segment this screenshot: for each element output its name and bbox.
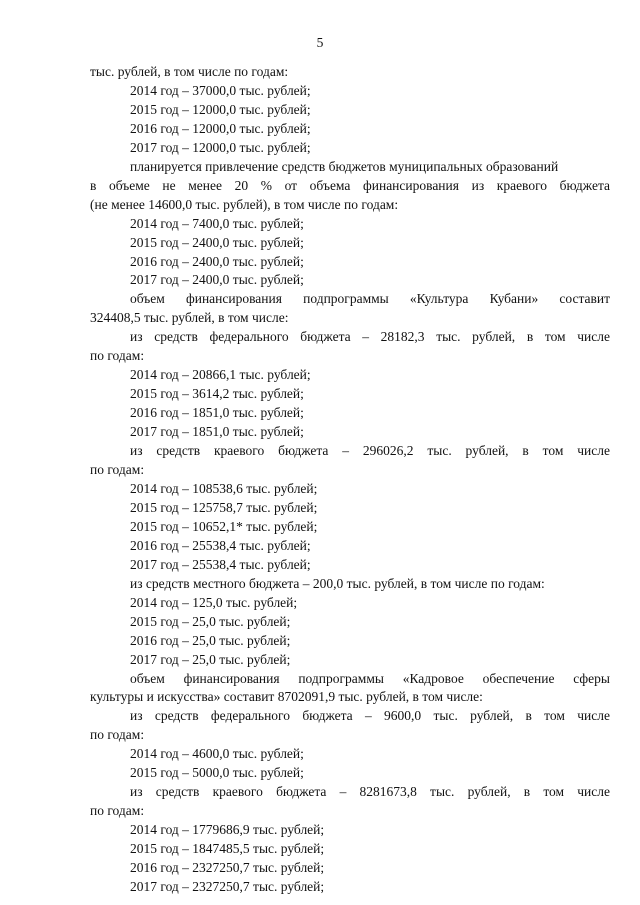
text-line: 2015 год – 125758,7 тыс. рублей; [130,499,318,515]
text-line: из средств федерального бюджета – 9600,0 тыс. рублей, в том числе [130,708,610,724]
text-line: по годам: [90,727,145,743]
text-line: 2015 год – 1847485,5 тыс. рублей; [130,841,325,857]
text-line: по годам: [90,348,145,364]
text-line: 2017 год – 1851,0 тыс. рублей; [130,424,304,440]
text-line: 2015 год – 3614,2 тыс. рублей; [130,386,304,402]
text-line: 2015 год – 5000,0 тыс. рублей; [130,765,304,781]
text-line: 2017 год – 25538,4 тыс. рублей; [130,556,311,572]
text-line: 2016 год – 2400,0 тыс. рублей; [130,253,304,269]
text-line: 2014 год – 125,0 тыс. рублей; [130,594,298,610]
text-line: из средств федерального бюджета – 28182,3 тыс. рублей, в том числе [130,329,610,345]
text-line: по годам: [90,803,145,819]
text-line: 2016 год – 1851,0 тыс. рублей; [130,405,304,421]
text-line: 2016 год – 12000,0 тыс. рублей; [130,120,311,136]
text-line: 2014 год – 4600,0 тыс. рублей; [130,746,304,762]
text-line: 2017 год – 2400,0 тыс. рублей; [130,272,304,288]
text-line: 2015 год – 2400,0 тыс. рублей; [130,234,304,250]
text-line: из средств краевого бюджета – 8281673,8 тыс. рублей, в том числе [130,784,610,800]
text-line: из средств местного бюджета – 200,0 тыс. рублей, в том числе по годам: [130,575,545,591]
text-line: 2015 год – 10652,1* тыс. рублей; [130,518,318,534]
text-line: из средств краевого бюджета – 296026,2 тыс. рублей, в том числе [130,443,610,459]
text-line: 2016 год – 25538,4 тыс. рублей; [130,537,311,553]
text-line: тыс. рублей, в том числе по годам: [90,64,289,79]
text-line: 2015 год – 25,0 тыс. рублей; [130,613,291,629]
text-line: в объеме не менее 20 % от объема финансирования из краевого бюджета [90,177,610,193]
text-line: 2016 год – 25,0 тыс. рублей; [130,632,291,648]
text-line: культуры и искусства» составит 8702091,9 тыс. рублей, в том числе: [90,689,483,705]
text-line: 324408,5 тыс. рублей, в том числе: [90,310,289,326]
document-body [90,63,610,897]
text-line: 2014 год – 37000,0 тыс. рублей; [130,82,311,98]
text-line: 2014 год – 108538,6 тыс. рублей; [130,480,318,496]
text-line: 2016 год – 2327250,7 тыс. рублей; [130,860,325,876]
text-line: по годам: [90,462,145,478]
text-line: объем финансирования подпрограммы «Кадровое обеспечение сферы [130,670,610,686]
text-line: 2014 год – 7400,0 тыс. рублей; [130,215,304,231]
text-line: планируется привлечение средств бюджетов муниципальных образований [130,158,559,174]
page-number: 5 [316,35,324,50]
text-line: 2014 год – 20866,1 тыс. рублей; [130,367,311,383]
text-line: 2017 год – 12000,0 тыс. рублей; [130,139,311,155]
text-line: 2017 год – 2327250,7 тыс. рублей; [130,878,325,894]
text-line: 2014 год – 1779686,9 тыс. рублей; [130,822,325,838]
text-line: 2015 год – 12000,0 тыс. рублей; [130,101,311,117]
text-line: (не менее 14600,0 тыс. рублей), в том числе по годам: [90,196,399,212]
text-line: объем финансирования подпрограммы «Культура Кубани» составит [130,291,610,307]
text-line: 2017 год – 25,0 тыс. рублей; [130,651,291,667]
